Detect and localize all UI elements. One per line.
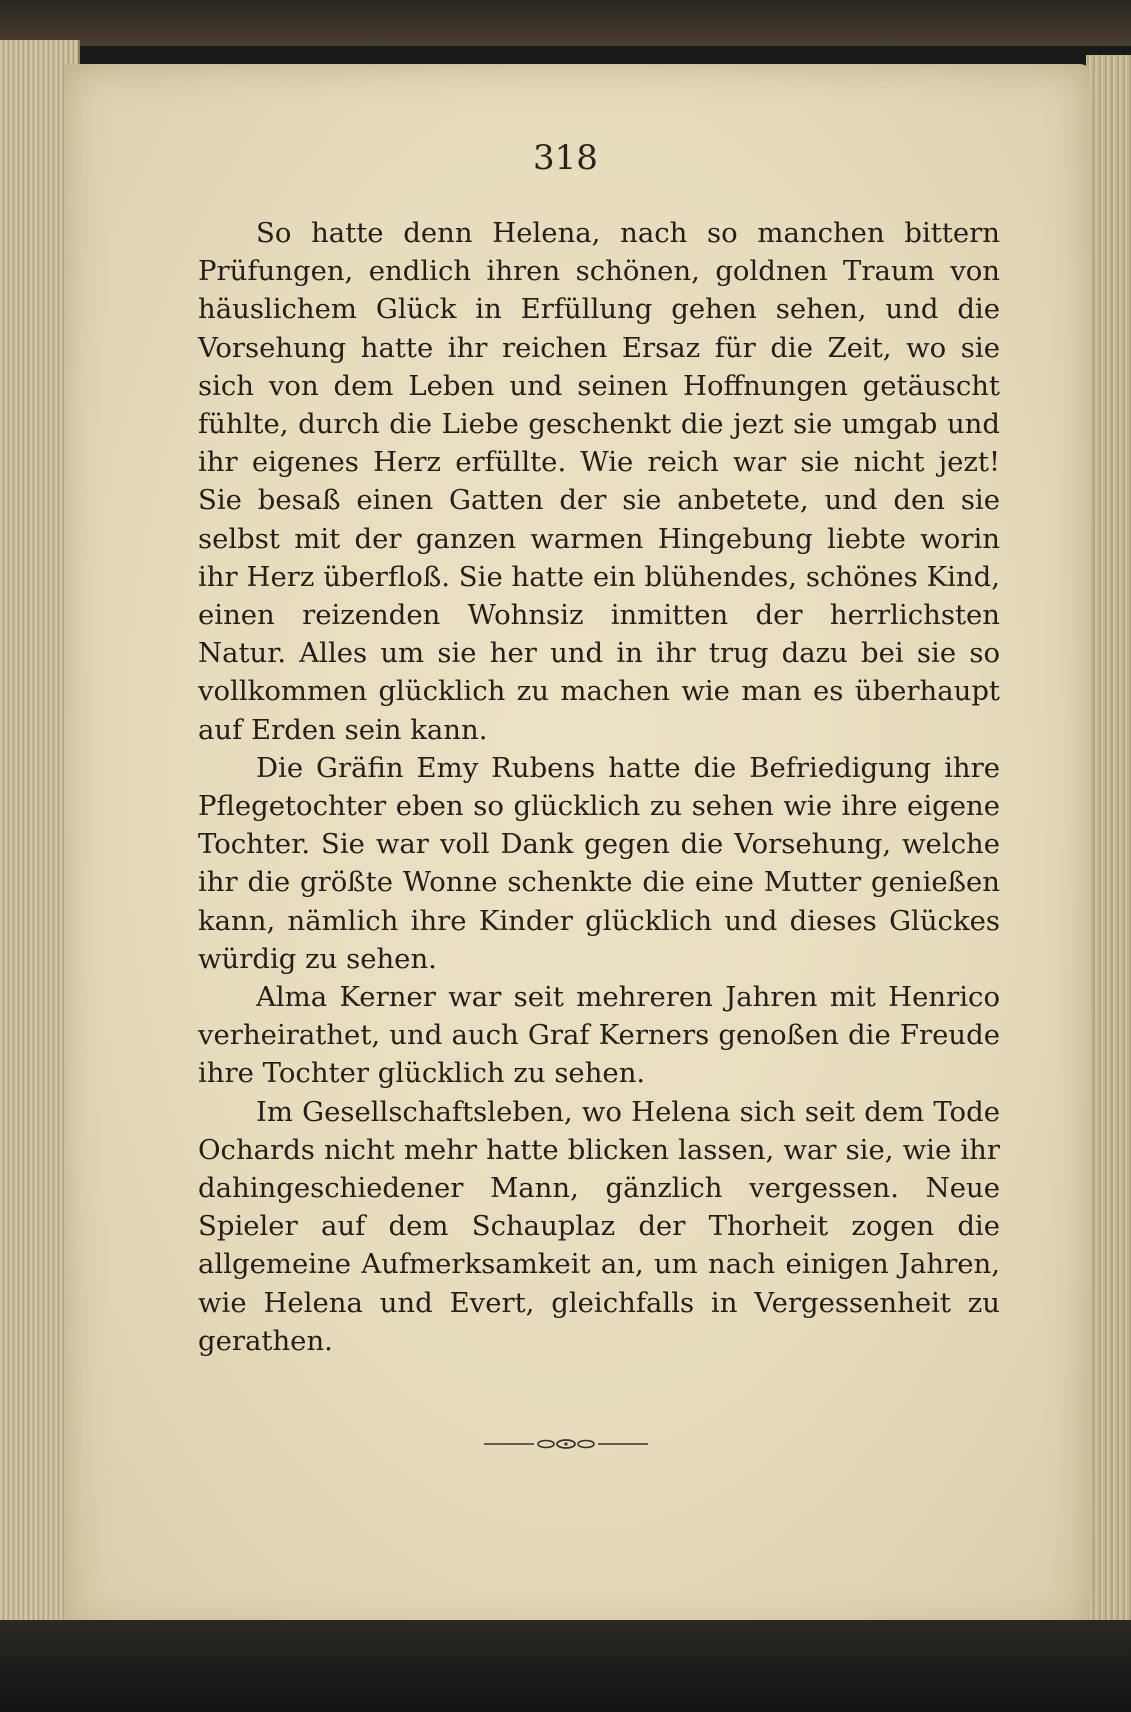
text-body (198, 214, 1000, 1360)
tailpiece-flourish-icon (0, 1436, 1131, 1457)
page-edges-right (1086, 55, 1131, 1635)
paragraph-4: Im Gesellschaftsleben, wo Helena sich seit dem Tode Ochards nicht mehr hatte blicken lassen, war sie, wie ihr dahingeschiedener Mann, gänzlich vergessen. Neue Spieler auf dem Schauplaz der Thorheit zogen die allgemeine Aufmerksamkeit an, um nach einigen Jahren, wie Helena und Evert, gleichfalls in Vergessenheit zu gerathen. (198, 1095, 1000, 1357)
page-number: 318 (533, 138, 598, 178)
paragraph-2: Die Gräfin Emy Rubens hatte die Befriedigung ihre Pflegetochter eben so glücklich zu sehen wie ihre eigene Tochter. Sie war voll Dank gegen die Vorsehung, welche ihr die größte Wonne schenkte die eine Mutter genießen kann, nämlich ihre Kinder glücklich und dieses Glückes würdig zu sehen. (198, 751, 1000, 975)
book-cover-top (0, 0, 1131, 46)
paragraph-3: Alma Kerner war seit mehreren Jahren mit Henrico verheirathet, und auch Graf Kerners genoßen die Freude ihre Tochter glücklich zu sehen. (198, 981, 1000, 1090)
book-cover-bottom (0, 1620, 1131, 1712)
paragraph-1: So hatte denn Helena, nach so manchen bittern Prüfungen, endlich ihren schönen, goldnen Traum von häuslichem Glück in Erfüllung gehen sehen, und die Vorsehung hatte ihr reichen Ersaz für die Zeit, wo sie sich von dem Leben und seinen Hoffnungen getäuscht fühlte, durch die Liebe geschenkt die jezt sie umgab und ihr eigenes Herz erfüllte. Wie reich war sie nicht jezt! Sie besaß einen Gatten der sie anbetete, und den sie selbst mit der ganzen warmen Hingebung liebte worin ihr Herz überfloß. Sie hatte ein blühendes, schönes Kind, einen reizenden Wohnsiz inmitten der herrlichsten Natur. Alles um sie her und in ihr trug dazu bei sie so vollkommen glücklich zu machen wie man es überhaupt auf Erden sein kann. (198, 217, 1000, 746)
